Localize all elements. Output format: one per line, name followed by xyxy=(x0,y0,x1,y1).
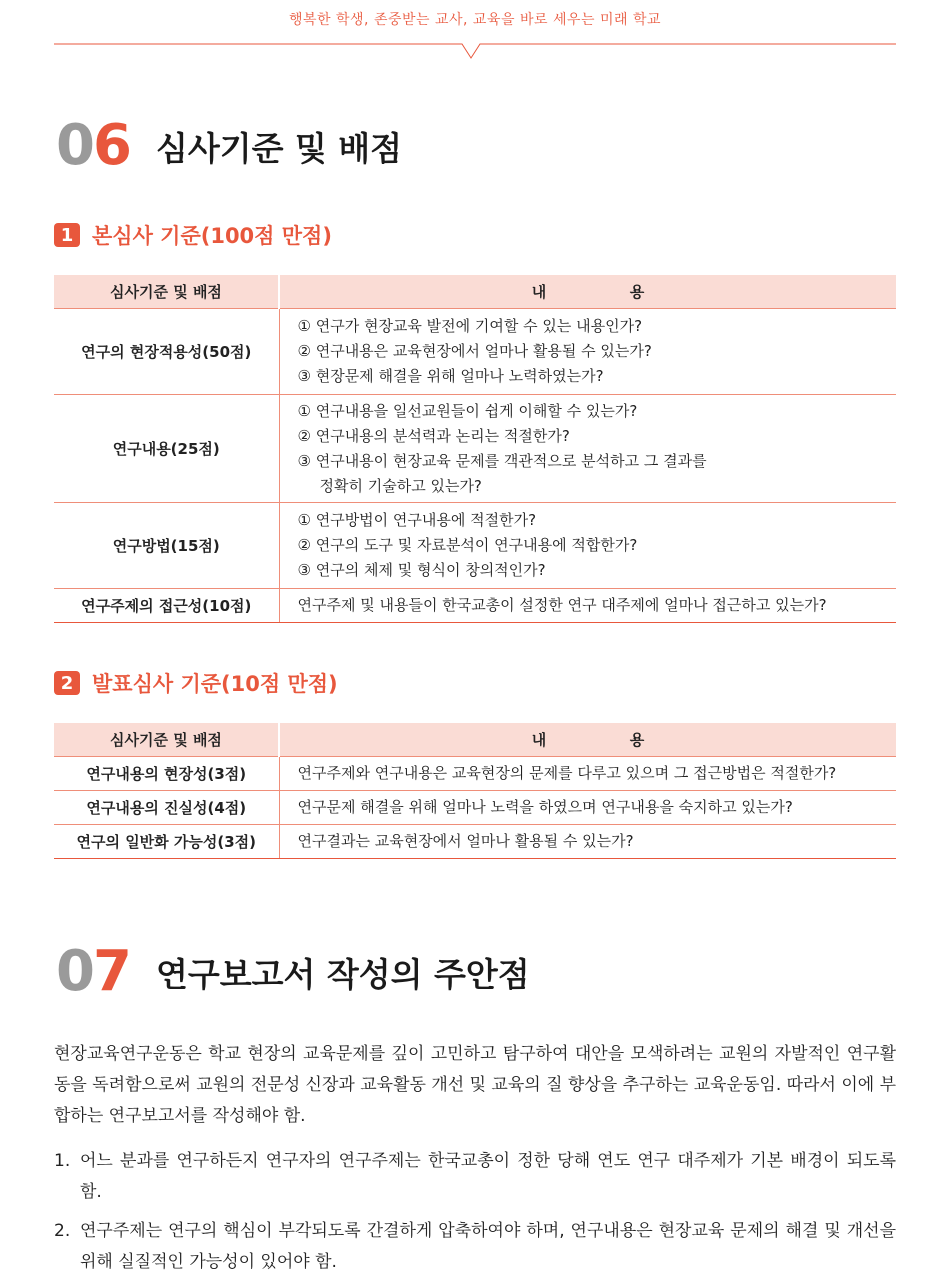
table-row xyxy=(54,757,896,791)
presentation-review-criteria-table xyxy=(54,723,896,859)
content-cell: 연구결과는 교육현장에서 얼마나 활용될 수 있는가? xyxy=(279,825,896,859)
criteria-cell: 연구방법(15점) xyxy=(54,503,279,589)
criteria-cell: 연구내용(25점) xyxy=(54,395,279,503)
content-cell: ① 연구방법이 연구내용에 적절한가? ② 연구의 도구 및 자료분석이 연구내용에 적합한가? ③ 연구의 체제 및 형식이 창의적인가? xyxy=(279,503,896,589)
table-row xyxy=(54,503,896,589)
subsection-title: 본심사 기준(100점 만점) xyxy=(92,224,332,248)
table-row xyxy=(54,395,896,503)
section-number: 06 xyxy=(56,113,130,178)
list-number: 2. xyxy=(54,1221,71,1241)
number-badge: 1 xyxy=(54,223,80,247)
intro-paragraph: 현장교육연구운동은 학교 현장의 교육문제를 깊이 고민하고 탐구하여 대안을 모색하려는 교원의 자발적인 연구활동을 독려함으로써 교원의 전문성 신장과 교육활동 개선 및 교육의 질 향상을 추구하는 교육운동임. 따라서 이에 부합하는 연구보고서를 작성해야 함. xyxy=(54,1044,896,1126)
header-content: 내 용 xyxy=(279,275,896,309)
table-row xyxy=(54,825,896,859)
content-cell: ① 연구가 현장교육 발전에 기여할 수 있는 내용인가? ② 연구내용은 교육현장에서 얼마나 활용될 수 있는가? ③ 현장문제 해결을 위해 얼마나 노력하였는가? xyxy=(279,309,896,395)
section-number: 07 xyxy=(56,939,130,1004)
number-badge: 2 xyxy=(54,671,80,695)
list-item xyxy=(54,1216,896,1278)
header-content: 내 용 xyxy=(279,723,896,757)
header-divider xyxy=(54,36,896,62)
criteria-cell: 연구의 일반화 가능성(3점) xyxy=(54,825,279,859)
subsection-1-heading xyxy=(54,220,332,250)
content-cell: ① 연구내용을 일선교원들이 쉽게 이해할 수 있는가? ② 연구내용의 분석력과 논리는 적절한가? ③ 연구내용이 현장교육 문제를 객관적으로 분석하고 그 결과를 정확히 기술하고 있는가? xyxy=(279,395,896,503)
list-text: 어느 분과를 연구하든지 연구자의 연구주제는 한국교총이 정한 당해 연도 연구 대주제가 기본 배경이 되도록 함. xyxy=(80,1151,896,1202)
table-row xyxy=(54,589,896,623)
section-title: 연구보고서 작성의 주안점 xyxy=(155,955,530,994)
table-row xyxy=(54,309,896,395)
criteria-cell: 연구내용의 진실성(4점) xyxy=(54,791,279,825)
criteria-cell: 연구의 현장적용성(50점) xyxy=(54,309,279,395)
subsection-2-heading xyxy=(54,668,338,698)
header-criteria: 심사기준 및 배점 xyxy=(54,275,279,309)
section-title: 심사기준 및 배점 xyxy=(155,129,403,168)
table-row xyxy=(54,791,896,825)
criteria-cell: 연구내용의 현장성(3점) xyxy=(54,757,279,791)
main-review-criteria-table xyxy=(54,275,896,623)
list-number: 1. xyxy=(54,1151,71,1171)
content-cell: 연구주제와 연구내용은 교육현장의 문제를 다루고 있으며 그 접근방법은 적절한가? xyxy=(279,757,896,791)
criteria-cell: 연구주제의 접근성(10점) xyxy=(54,589,279,623)
content-cell: 연구문제 해결을 위해 얼마나 노력을 하였으며 연구내용을 숙지하고 있는가? xyxy=(279,791,896,825)
section-06-heading xyxy=(56,113,403,178)
header-criteria: 심사기준 및 배점 xyxy=(54,723,279,757)
section-07-heading xyxy=(56,939,530,1004)
list-text: 연구주제는 연구의 핵심이 부각되도록 간결하게 압축하여야 하며, 연구내용은 현장교육 문제의 해결 및 개선을 위해 실질적인 가능성이 있어야 함. xyxy=(80,1221,896,1272)
subsection-title: 발표심사 기준(10점 만점) xyxy=(92,672,338,696)
list-item xyxy=(54,1146,896,1208)
header-slogan: 행복한 학생, 존중받는 교사, 교육을 바로 세우는 미래 학교 xyxy=(288,12,662,28)
content-cell: 연구주제 및 내용들이 한국교총이 설정한 연구 대주제에 얼마나 접근하고 있는가? xyxy=(279,589,896,623)
